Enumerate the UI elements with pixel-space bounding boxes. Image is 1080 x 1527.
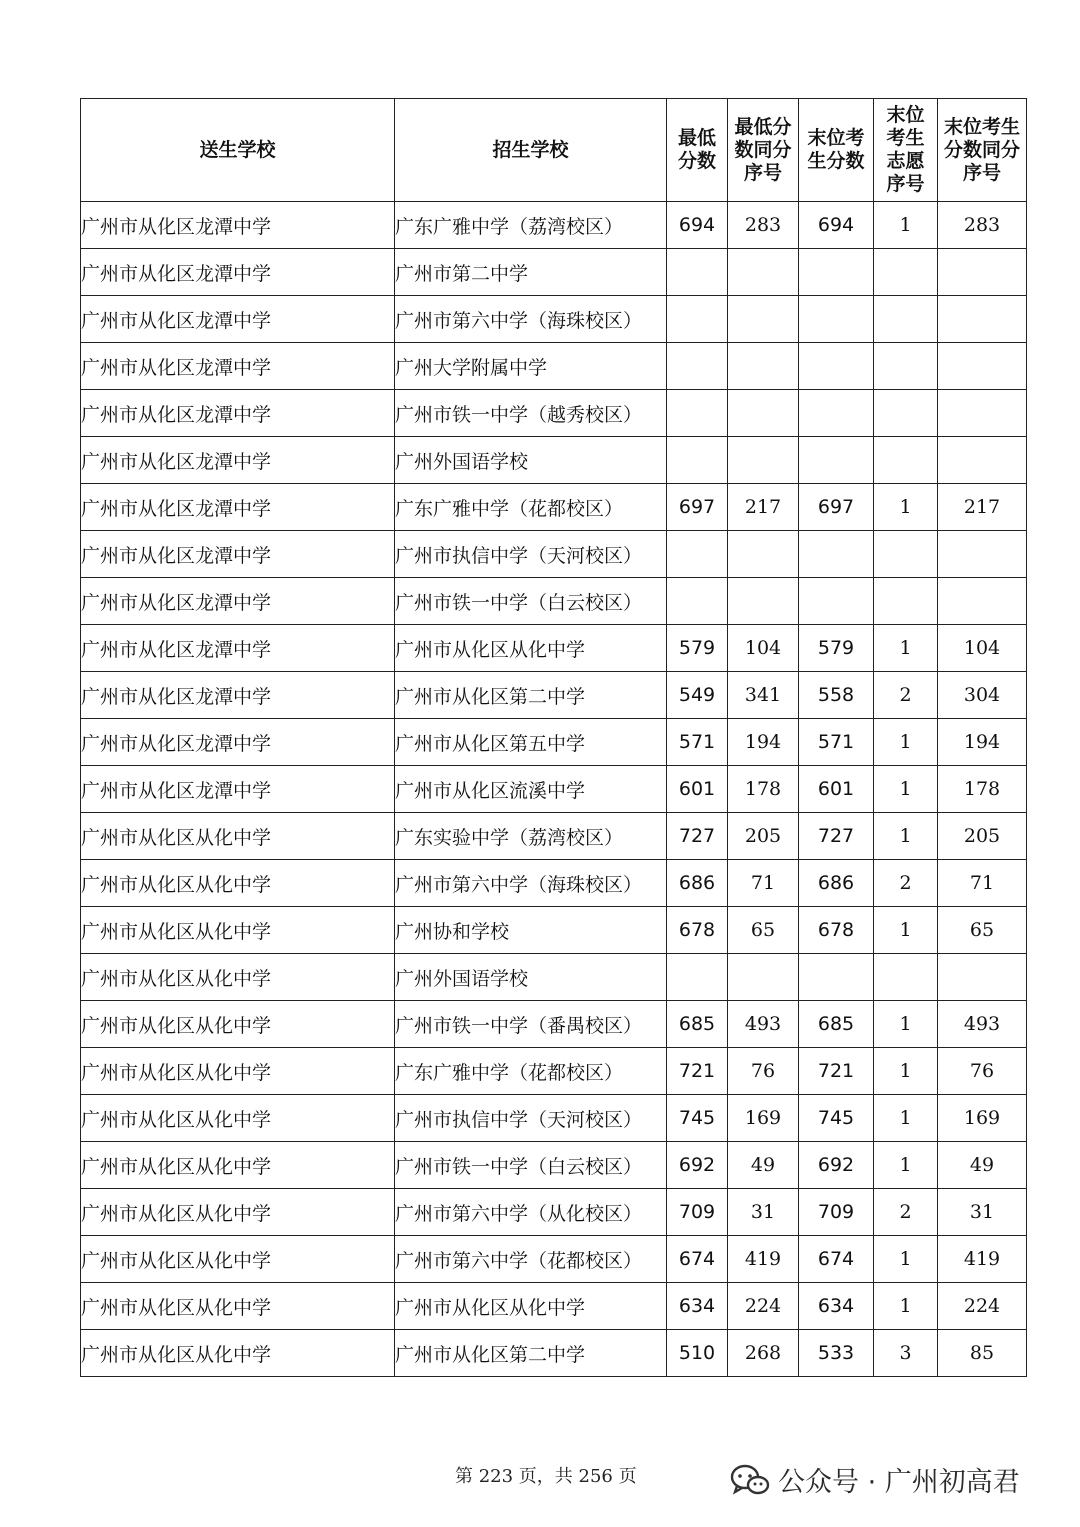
cell-admitting-school: 广州协和学校 bbox=[395, 907, 667, 954]
cell-last-score: 685 bbox=[799, 1001, 874, 1048]
table-row bbox=[81, 1330, 1027, 1377]
table-row bbox=[81, 766, 1027, 813]
cell-admitting-school: 广东实验中学（荔湾校区） bbox=[395, 813, 667, 860]
cell-last-score bbox=[799, 296, 874, 343]
watermark bbox=[730, 1460, 1020, 1499]
cell-last-choice-order: 1 bbox=[874, 1001, 938, 1048]
cell-last-score-rank: 224 bbox=[938, 1283, 1027, 1330]
cell-min-score: 634 bbox=[667, 1283, 728, 1330]
cell-last-score-rank: 304 bbox=[938, 672, 1027, 719]
cell-admitting-school: 广州市执信中学（天河校区） bbox=[395, 531, 667, 578]
cell-min-score-rank: 49 bbox=[728, 1142, 799, 1189]
cell-last-choice-order bbox=[874, 437, 938, 484]
cell-min-score-rank: 178 bbox=[728, 766, 799, 813]
cell-sending-school: 广州市从化区从化中学 bbox=[81, 907, 395, 954]
cell-min-score-rank: 31 bbox=[728, 1189, 799, 1236]
cell-min-score bbox=[667, 578, 728, 625]
cell-last-choice-order: 1 bbox=[874, 1283, 938, 1330]
cell-min-score-rank: 169 bbox=[728, 1095, 799, 1142]
cell-admitting-school: 广州市从化区从化中学 bbox=[395, 1283, 667, 1330]
cell-min-score-rank: 283 bbox=[728, 202, 799, 249]
cell-admitting-school: 广州市铁一中学（越秀校区） bbox=[395, 390, 667, 437]
cell-last-choice-order: 1 bbox=[874, 625, 938, 672]
table-row bbox=[81, 437, 1027, 484]
cell-last-score-rank: 493 bbox=[938, 1001, 1027, 1048]
cell-last-choice-order bbox=[874, 578, 938, 625]
cell-min-score: 745 bbox=[667, 1095, 728, 1142]
cell-sending-school: 广州市从化区从化中学 bbox=[81, 1189, 395, 1236]
cell-last-score: 709 bbox=[799, 1189, 874, 1236]
cell-last-score-rank bbox=[938, 531, 1027, 578]
table-row bbox=[81, 1142, 1027, 1189]
cell-last-choice-order: 1 bbox=[874, 1142, 938, 1189]
cell-last-score-rank bbox=[938, 343, 1027, 390]
table-row bbox=[81, 907, 1027, 954]
cell-last-score bbox=[799, 390, 874, 437]
cell-min-score-rank: 76 bbox=[728, 1048, 799, 1095]
cell-admitting-school: 广州市第六中学（海珠校区） bbox=[395, 860, 667, 907]
cell-last-score: 571 bbox=[799, 719, 874, 766]
cell-min-score: 709 bbox=[667, 1189, 728, 1236]
admissions-table bbox=[80, 98, 1027, 1377]
cell-last-score: 697 bbox=[799, 484, 874, 531]
cell-last-choice-order bbox=[874, 954, 938, 1001]
cell-sending-school: 广州市从化区龙潭中学 bbox=[81, 437, 395, 484]
cell-sending-school: 广州市从化区从化中学 bbox=[81, 1142, 395, 1189]
cell-sending-school: 广州市从化区从化中学 bbox=[81, 1283, 395, 1330]
cell-last-score: 558 bbox=[799, 672, 874, 719]
cell-last-score-rank: 194 bbox=[938, 719, 1027, 766]
cell-last-score-rank bbox=[938, 437, 1027, 484]
cell-min-score bbox=[667, 954, 728, 1001]
col-header-last-score: 末位考 生分数 bbox=[799, 99, 874, 202]
col-header-sending-school: 送生学校 bbox=[81, 99, 395, 202]
cell-last-score: 678 bbox=[799, 907, 874, 954]
cell-min-score-rank bbox=[728, 249, 799, 296]
cell-min-score-rank bbox=[728, 531, 799, 578]
cell-last-choice-order: 2 bbox=[874, 860, 938, 907]
table-row bbox=[81, 578, 1027, 625]
cell-last-choice-order: 1 bbox=[874, 1236, 938, 1283]
cell-last-choice-order: 1 bbox=[874, 202, 938, 249]
cell-last-choice-order: 1 bbox=[874, 1095, 938, 1142]
cell-min-score-rank: 104 bbox=[728, 625, 799, 672]
cell-sending-school: 广州市从化区从化中学 bbox=[81, 1095, 395, 1142]
cell-admitting-school: 广州市铁一中学（白云校区） bbox=[395, 1142, 667, 1189]
cell-last-choice-order: 1 bbox=[874, 766, 938, 813]
cell-last-score: 601 bbox=[799, 766, 874, 813]
cell-last-score: 579 bbox=[799, 625, 874, 672]
cell-min-score: 678 bbox=[667, 907, 728, 954]
cell-sending-school: 广州市从化区龙潭中学 bbox=[81, 343, 395, 390]
cell-min-score: 694 bbox=[667, 202, 728, 249]
cell-min-score bbox=[667, 437, 728, 484]
cell-admitting-school: 广州市从化区流溪中学 bbox=[395, 766, 667, 813]
table-row bbox=[81, 954, 1027, 1001]
cell-admitting-school: 广州市从化区从化中学 bbox=[395, 625, 667, 672]
cell-admitting-school: 广州市铁一中学（白云校区） bbox=[395, 578, 667, 625]
col-header-min-score-rank: 最低分 数同分 序号 bbox=[728, 99, 799, 202]
cell-last-score-rank bbox=[938, 390, 1027, 437]
cell-admitting-school: 广州市从化区第二中学 bbox=[395, 1330, 667, 1377]
cell-min-score bbox=[667, 249, 728, 296]
watermark-text: 公众号 · 广州初高君 bbox=[778, 1467, 1020, 1498]
cell-last-score-rank: 169 bbox=[938, 1095, 1027, 1142]
cell-last-score bbox=[799, 531, 874, 578]
cell-sending-school: 广州市从化区龙潭中学 bbox=[81, 625, 395, 672]
cell-admitting-school: 广州市从化区第二中学 bbox=[395, 672, 667, 719]
table-row bbox=[81, 202, 1027, 249]
cell-last-score-rank: 31 bbox=[938, 1189, 1027, 1236]
cell-admitting-school: 广州市从化区第五中学 bbox=[395, 719, 667, 766]
cell-sending-school: 广州市从化区从化中学 bbox=[81, 813, 395, 860]
cell-last-score-rank bbox=[938, 249, 1027, 296]
cell-last-score: 634 bbox=[799, 1283, 874, 1330]
cell-sending-school: 广州市从化区从化中学 bbox=[81, 954, 395, 1001]
cell-last-choice-order: 1 bbox=[874, 484, 938, 531]
table-row bbox=[81, 390, 1027, 437]
cell-last-choice-order bbox=[874, 390, 938, 437]
cell-admitting-school: 广州市第六中学（海珠校区） bbox=[395, 296, 667, 343]
cell-last-score-rank: 65 bbox=[938, 907, 1027, 954]
cell-last-score-rank: 217 bbox=[938, 484, 1027, 531]
cell-last-score: 721 bbox=[799, 1048, 874, 1095]
cell-sending-school: 广州市从化区龙潭中学 bbox=[81, 719, 395, 766]
cell-sending-school: 广州市从化区龙潭中学 bbox=[81, 531, 395, 578]
cell-min-score-rank: 224 bbox=[728, 1283, 799, 1330]
cell-last-choice-order bbox=[874, 249, 938, 296]
cell-last-score-rank: 85 bbox=[938, 1330, 1027, 1377]
cell-min-score-rank bbox=[728, 390, 799, 437]
cell-min-score: 692 bbox=[667, 1142, 728, 1189]
cell-admitting-school: 广东广雅中学（荔湾校区） bbox=[395, 202, 667, 249]
cell-min-score-rank: 217 bbox=[728, 484, 799, 531]
cell-last-score-rank: 49 bbox=[938, 1142, 1027, 1189]
cell-min-score-rank bbox=[728, 437, 799, 484]
cell-last-score bbox=[799, 578, 874, 625]
cell-min-score-rank: 268 bbox=[728, 1330, 799, 1377]
cell-sending-school: 广州市从化区龙潭中学 bbox=[81, 390, 395, 437]
page-number: 第 223 页，共 256 页 bbox=[455, 1466, 637, 1487]
cell-sending-school: 广州市从化区龙潭中学 bbox=[81, 202, 395, 249]
cell-sending-school: 广州市从化区龙潭中学 bbox=[81, 578, 395, 625]
cell-admitting-school: 广州市执信中学（天河校区） bbox=[395, 1095, 667, 1142]
cell-last-score-rank bbox=[938, 578, 1027, 625]
col-header-last-score-rank: 末位考生 分数同分 序号 bbox=[938, 99, 1027, 202]
table-row bbox=[81, 1236, 1027, 1283]
cell-min-score: 685 bbox=[667, 1001, 728, 1048]
table-row bbox=[81, 719, 1027, 766]
cell-last-score bbox=[799, 437, 874, 484]
table-row bbox=[81, 343, 1027, 390]
cell-admitting-school: 广州外国语学校 bbox=[395, 437, 667, 484]
table-row bbox=[81, 484, 1027, 531]
table-row bbox=[81, 1189, 1027, 1236]
col-header-last-choice-order: 末位 考生 志愿 序号 bbox=[874, 99, 938, 202]
cell-min-score-rank: 71 bbox=[728, 860, 799, 907]
wechat-icon bbox=[730, 1464, 770, 1496]
cell-last-choice-order: 1 bbox=[874, 907, 938, 954]
cell-last-score: 692 bbox=[799, 1142, 874, 1189]
table-row bbox=[81, 1048, 1027, 1095]
cell-min-score-rank: 205 bbox=[728, 813, 799, 860]
cell-min-score: 674 bbox=[667, 1236, 728, 1283]
cell-min-score-rank: 493 bbox=[728, 1001, 799, 1048]
cell-admitting-school: 广州外国语学校 bbox=[395, 954, 667, 1001]
cell-min-score: 571 bbox=[667, 719, 728, 766]
cell-last-score: 674 bbox=[799, 1236, 874, 1283]
table-row bbox=[81, 672, 1027, 719]
cell-last-score bbox=[799, 343, 874, 390]
cell-last-score: 727 bbox=[799, 813, 874, 860]
cell-last-score: 533 bbox=[799, 1330, 874, 1377]
col-header-admitting-school: 招生学校 bbox=[395, 99, 667, 202]
cell-min-score: 510 bbox=[667, 1330, 728, 1377]
cell-last-score bbox=[799, 249, 874, 296]
cell-min-score-rank: 194 bbox=[728, 719, 799, 766]
cell-admitting-school: 广州市铁一中学（番禺校区） bbox=[395, 1001, 667, 1048]
cell-admitting-school: 广州市第六中学（花都校区） bbox=[395, 1236, 667, 1283]
cell-sending-school: 广州市从化区龙潭中学 bbox=[81, 484, 395, 531]
cell-last-score-rank bbox=[938, 954, 1027, 1001]
table-row bbox=[81, 625, 1027, 672]
cell-last-choice-order: 3 bbox=[874, 1330, 938, 1377]
table-header-row bbox=[81, 99, 1027, 202]
cell-last-choice-order bbox=[874, 343, 938, 390]
cell-min-score: 697 bbox=[667, 484, 728, 531]
cell-last-score-rank: 71 bbox=[938, 860, 1027, 907]
cell-sending-school: 广州市从化区从化中学 bbox=[81, 1236, 395, 1283]
cell-min-score bbox=[667, 390, 728, 437]
cell-last-score-rank: 178 bbox=[938, 766, 1027, 813]
cell-min-score: 549 bbox=[667, 672, 728, 719]
cell-sending-school: 广州市从化区从化中学 bbox=[81, 860, 395, 907]
cell-last-choice-order bbox=[874, 531, 938, 578]
cell-last-score-rank: 104 bbox=[938, 625, 1027, 672]
cell-admitting-school: 广州市第二中学 bbox=[395, 249, 667, 296]
cell-last-score-rank: 283 bbox=[938, 202, 1027, 249]
cell-admitting-school: 广东广雅中学（花都校区） bbox=[395, 484, 667, 531]
cell-last-score-rank: 205 bbox=[938, 813, 1027, 860]
table-row bbox=[81, 249, 1027, 296]
cell-last-score: 694 bbox=[799, 202, 874, 249]
cell-min-score: 727 bbox=[667, 813, 728, 860]
cell-admitting-school: 广东广雅中学（花都校区） bbox=[395, 1048, 667, 1095]
cell-last-score: 745 bbox=[799, 1095, 874, 1142]
cell-last-choice-order: 1 bbox=[874, 719, 938, 766]
table-row bbox=[81, 1001, 1027, 1048]
cell-sending-school: 广州市从化区龙潭中学 bbox=[81, 766, 395, 813]
cell-min-score bbox=[667, 343, 728, 390]
table-row bbox=[81, 296, 1027, 343]
cell-last-score-rank: 76 bbox=[938, 1048, 1027, 1095]
cell-sending-school: 广州市从化区从化中学 bbox=[81, 1048, 395, 1095]
cell-last-choice-order: 2 bbox=[874, 672, 938, 719]
cell-min-score-rank bbox=[728, 954, 799, 1001]
col-header-min-score: 最低 分数 bbox=[667, 99, 728, 202]
cell-last-choice-order bbox=[874, 296, 938, 343]
cell-admitting-school: 广州市第六中学（从化校区） bbox=[395, 1189, 667, 1236]
cell-last-score-rank bbox=[938, 296, 1027, 343]
cell-min-score bbox=[667, 531, 728, 578]
cell-sending-school: 广州市从化区龙潭中学 bbox=[81, 296, 395, 343]
table-row bbox=[81, 1095, 1027, 1142]
cell-min-score-rank bbox=[728, 343, 799, 390]
cell-min-score: 601 bbox=[667, 766, 728, 813]
cell-min-score-rank bbox=[728, 578, 799, 625]
table-row bbox=[81, 813, 1027, 860]
cell-min-score: 721 bbox=[667, 1048, 728, 1095]
cell-min-score-rank: 419 bbox=[728, 1236, 799, 1283]
cell-last-choice-order: 1 bbox=[874, 813, 938, 860]
table-row bbox=[81, 1283, 1027, 1330]
cell-min-score: 579 bbox=[667, 625, 728, 672]
cell-sending-school: 广州市从化区从化中学 bbox=[81, 1330, 395, 1377]
cell-last-score bbox=[799, 954, 874, 1001]
cell-last-score-rank: 419 bbox=[938, 1236, 1027, 1283]
table-row bbox=[81, 531, 1027, 578]
cell-admitting-school: 广州大学附属中学 bbox=[395, 343, 667, 390]
cell-sending-school: 广州市从化区龙潭中学 bbox=[81, 672, 395, 719]
cell-last-choice-order: 1 bbox=[874, 1048, 938, 1095]
cell-last-score: 686 bbox=[799, 860, 874, 907]
cell-min-score-rank: 341 bbox=[728, 672, 799, 719]
table-row bbox=[81, 860, 1027, 907]
cell-last-choice-order: 2 bbox=[874, 1189, 938, 1236]
cell-min-score-rank bbox=[728, 296, 799, 343]
cell-min-score-rank: 65 bbox=[728, 907, 799, 954]
cell-min-score: 686 bbox=[667, 860, 728, 907]
cell-min-score bbox=[667, 296, 728, 343]
cell-sending-school: 广州市从化区龙潭中学 bbox=[81, 249, 395, 296]
cell-sending-school: 广州市从化区从化中学 bbox=[81, 1001, 395, 1048]
